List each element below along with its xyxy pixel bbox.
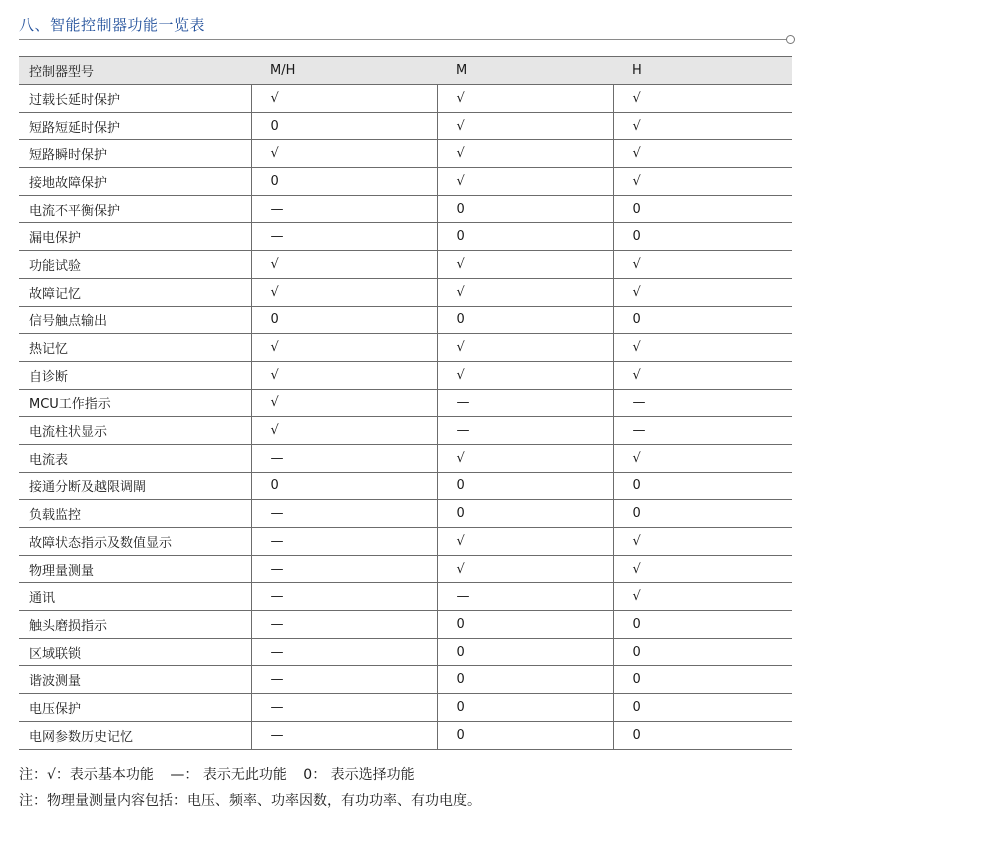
h-value-cell: √ <box>613 278 792 306</box>
header-h: H <box>613 57 792 85</box>
h-value-cell: 0 <box>613 223 792 251</box>
m-value-cell: √ <box>437 555 613 583</box>
function-name-cell: 电流不平衡保护 <box>19 195 251 223</box>
m-value-cell: — <box>437 417 613 445</box>
function-name-cell: 接通分断及越限调閘 <box>19 472 251 500</box>
m-value-cell: 0 <box>437 721 613 749</box>
h-value-cell: 0 <box>613 472 792 500</box>
mh-value-cell: — <box>251 666 437 694</box>
m-value-cell: 0 <box>437 195 613 223</box>
m-value-cell: 0 <box>437 694 613 722</box>
function-name-cell: 接地故障保护 <box>19 168 251 196</box>
h-value-cell: — <box>613 417 792 445</box>
h-value-cell: √ <box>613 168 792 196</box>
table-row <box>19 694 792 722</box>
mh-value-cell: — <box>251 583 437 611</box>
table-row <box>19 611 792 639</box>
table-row <box>19 195 792 223</box>
h-value-cell: √ <box>613 140 792 168</box>
mh-value-cell: √ <box>251 417 437 445</box>
mh-value-cell: 0 <box>251 112 437 140</box>
table-row <box>19 583 792 611</box>
function-name-cell: 谐波测量 <box>19 666 251 694</box>
m-value-cell: 0 <box>437 611 613 639</box>
m-value-cell: √ <box>437 528 613 556</box>
divider-end-circle <box>786 35 795 44</box>
function-name-cell: 功能试验 <box>19 251 251 279</box>
table-row <box>19 638 792 666</box>
section-title: 八、智能控制器功能一览表 <box>19 16 206 34</box>
h-value-cell: 0 <box>613 195 792 223</box>
header-mh: M/H <box>251 57 437 85</box>
m-value-cell: 0 <box>437 638 613 666</box>
measurement-note: 注：物理量测量内容包括：电压、频率、功率因数，有功功率、有功电度。 <box>19 793 481 809</box>
mh-value-cell: √ <box>251 361 437 389</box>
mh-value-cell: — <box>251 721 437 749</box>
header-model: 控制器型号 <box>19 57 251 85</box>
h-value-cell: √ <box>613 583 792 611</box>
legend-none: —： 表示无此功能 <box>170 767 287 783</box>
mh-value-cell: √ <box>251 278 437 306</box>
table-header-row <box>19 57 792 85</box>
table-row <box>19 444 792 472</box>
table-row <box>19 417 792 445</box>
h-value-cell: √ <box>613 251 792 279</box>
h-value-cell: — <box>613 389 792 417</box>
h-value-cell: √ <box>613 85 792 113</box>
mh-value-cell: √ <box>251 251 437 279</box>
function-name-cell: MCU工作指示 <box>19 389 251 417</box>
function-name-cell: 电压保护 <box>19 694 251 722</box>
table-row <box>19 278 792 306</box>
function-name-cell: 信号触点输出 <box>19 306 251 334</box>
m-value-cell: √ <box>437 444 613 472</box>
mh-value-cell: — <box>251 611 437 639</box>
mh-value-cell: √ <box>251 389 437 417</box>
function-name-cell: 短路短延时保护 <box>19 112 251 140</box>
h-value-cell: √ <box>613 444 792 472</box>
function-name-cell: 故障记忆 <box>19 278 251 306</box>
mh-value-cell: 0 <box>251 472 437 500</box>
m-value-cell: — <box>437 389 613 417</box>
m-value-cell: √ <box>437 168 613 196</box>
table-row <box>19 251 792 279</box>
m-value-cell: √ <box>437 361 613 389</box>
m-value-cell: √ <box>437 278 613 306</box>
mh-value-cell: 0 <box>251 168 437 196</box>
function-name-cell: 热记忆 <box>19 334 251 362</box>
mh-value-cell: — <box>251 223 437 251</box>
table-row <box>19 85 792 113</box>
table-row <box>19 500 792 528</box>
h-value-cell: 0 <box>613 666 792 694</box>
m-value-cell: √ <box>437 85 613 113</box>
function-name-cell: 短路瞬时保护 <box>19 140 251 168</box>
h-value-cell: 0 <box>613 306 792 334</box>
h-value-cell: 0 <box>613 638 792 666</box>
table-row <box>19 168 792 196</box>
mh-value-cell: — <box>251 528 437 556</box>
function-name-cell: 电流柱状显示 <box>19 417 251 445</box>
table-row <box>19 306 792 334</box>
legend-note <box>19 762 481 788</box>
h-value-cell: √ <box>613 334 792 362</box>
h-value-cell: √ <box>613 361 792 389</box>
legend-optional: 0： 表示选择功能 <box>303 767 415 783</box>
mh-value-cell: — <box>251 555 437 583</box>
function-name-cell: 负载监控 <box>19 500 251 528</box>
function-name-cell: 漏电保护 <box>19 223 251 251</box>
notes <box>19 762 481 814</box>
m-value-cell: — <box>437 583 613 611</box>
table-row <box>19 666 792 694</box>
h-value-cell: 0 <box>613 694 792 722</box>
function-name-cell: 通讯 <box>19 583 251 611</box>
table-row <box>19 389 792 417</box>
m-value-cell: 0 <box>437 306 613 334</box>
function-name-cell: 电网参数历史记忆 <box>19 721 251 749</box>
table-row <box>19 223 792 251</box>
h-value-cell: 0 <box>613 611 792 639</box>
table-body <box>19 85 792 750</box>
function-name-cell: 自诊断 <box>19 361 251 389</box>
function-name-cell: 触头磨损指示 <box>19 611 251 639</box>
table-row <box>19 334 792 362</box>
h-value-cell: √ <box>613 555 792 583</box>
table-row <box>19 472 792 500</box>
function-name-cell: 物理量测量 <box>19 555 251 583</box>
m-value-cell: 0 <box>437 223 613 251</box>
m-value-cell: 0 <box>437 472 613 500</box>
table-row <box>19 112 792 140</box>
m-value-cell: √ <box>437 140 613 168</box>
mh-value-cell: — <box>251 500 437 528</box>
mh-value-cell: 0 <box>251 306 437 334</box>
mh-value-cell: — <box>251 638 437 666</box>
table-row <box>19 721 792 749</box>
m-value-cell: 0 <box>437 500 613 528</box>
table-row <box>19 528 792 556</box>
h-value-cell: 0 <box>613 500 792 528</box>
mh-value-cell: — <box>251 694 437 722</box>
legend-basic: 注：√：表示基本功能 <box>19 767 154 783</box>
mh-value-cell: √ <box>251 140 437 168</box>
function-name-cell: 过载长延时保护 <box>19 85 251 113</box>
function-name-cell: 故障状态指示及数值显示 <box>19 528 251 556</box>
mh-value-cell: √ <box>251 85 437 113</box>
m-value-cell: 0 <box>437 666 613 694</box>
h-value-cell: √ <box>613 112 792 140</box>
mh-value-cell: — <box>251 195 437 223</box>
function-name-cell: 区域联锁 <box>19 638 251 666</box>
mh-value-cell: — <box>251 444 437 472</box>
table-row <box>19 140 792 168</box>
header-m: M <box>437 57 613 85</box>
m-value-cell: √ <box>437 112 613 140</box>
table-row <box>19 555 792 583</box>
function-name-cell: 电流表 <box>19 444 251 472</box>
table-row <box>19 361 792 389</box>
mh-value-cell: √ <box>251 334 437 362</box>
h-value-cell: √ <box>613 528 792 556</box>
function-table <box>19 56 792 750</box>
title-divider <box>19 39 787 40</box>
h-value-cell: 0 <box>613 721 792 749</box>
m-value-cell: √ <box>437 334 613 362</box>
m-value-cell: √ <box>437 251 613 279</box>
